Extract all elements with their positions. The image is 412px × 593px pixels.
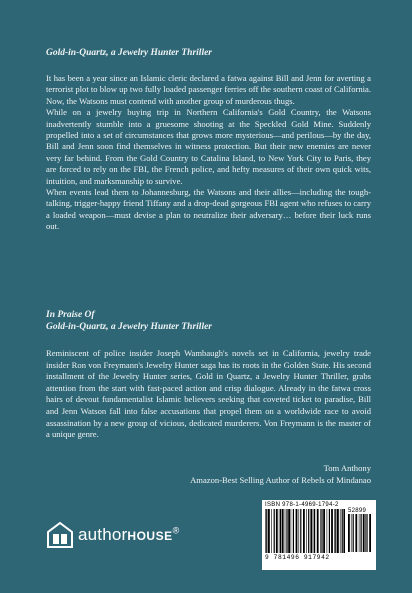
barcode-bars	[265, 509, 373, 553]
blurb-paragraph: It has been a year since an Islamic cleric declared a fatwa against Bill and Jenn for averting a terrorist plot to blow up two fully loaded passenger ferries off the southern coast of California. Now, the Watsons must contend with another group of murderous thugs.	[46, 73, 371, 106]
barcode-bar	[293, 509, 294, 553]
barcode-bar	[351, 514, 352, 552]
barcode-bar	[361, 514, 362, 552]
praise-book-title: Gold-in-Quartz, a Jewelry Hunter Thriller	[46, 322, 212, 332]
barcode-bar	[308, 509, 309, 553]
house-book-icon	[46, 521, 74, 549]
ean-digits: 9 781496 917942	[265, 554, 330, 561]
barcode-bar	[337, 509, 339, 553]
price-code: 52899	[348, 508, 367, 514]
barcode-bar	[296, 509, 298, 553]
barcode-bar	[300, 509, 301, 553]
barcode-bar	[323, 509, 325, 553]
barcode-bar	[265, 509, 266, 553]
book-title: Gold-in-Quartz, a Jewelry Hunter Thriller	[46, 48, 212, 58]
barcode-bar	[303, 509, 305, 553]
barcode-bar	[335, 509, 336, 553]
barcode-bar	[280, 509, 281, 553]
praise-label: In Praise Of	[46, 310, 95, 320]
publisher-name-prefix: author	[78, 525, 128, 544]
barcode-bar	[317, 509, 319, 553]
barcode-bar	[363, 514, 365, 552]
isbn-barcode	[262, 500, 376, 570]
review-text: Reminiscent of police insider Joseph Wambaugh's novels set in California, jewelry trade insider Ron von Freymann's Jewelry Hunter saga has its roots in the Golden State. His second installment of the Jewelry Hunter series, Gold in Quartz, a Jewelry Hunter Thriller, grabs attention from the start with fast-paced action and crisp dialogue. Already in the fatwa cross hairs of devout fundamentalist Islamic believers seeking that coveted ticket to paradise, Bill and Jenn Watson fall into false accusations that propel them on a worldwide race to avoid assassination by a new group of vicious, dedicated murderers. Von Freymann is the master of a unique genre.	[46, 348, 371, 440]
barcode-bar	[279, 509, 280, 553]
publisher-name	[78, 525, 179, 545]
barcode-bar	[291, 509, 292, 553]
barcode-bar	[282, 509, 284, 553]
barcode-bar	[342, 509, 343, 553]
barcode-bar	[310, 509, 312, 553]
blurb-paragraph: While on a jewelry buying trip in Northern California's Gold Country, the Watsons inadvertently stumble into a gruesome shooting at the Speckled Gold Mine. Suddenly propelled into a set of circumstances that grows more mysterious—and perilous—by the day, Bill and Jenn soon find themselves in witness protection. But their new enemies are never very far behind. From the Gold Country to Catalina Island, to New York City to Paris, they are forced to rely on the FBI, the French police, and hefty measures of their own quick wits, intuition, and marksmanship to survive.	[46, 107, 371, 186]
barcode-bar	[285, 509, 286, 553]
barcode-bar	[331, 509, 333, 553]
ean-barcode	[265, 509, 345, 553]
barcode-bar	[366, 514, 367, 552]
publisher-name-suffix: HOUSE	[127, 529, 173, 543]
barcode-bar	[313, 509, 314, 553]
barcode-bar	[276, 509, 278, 553]
barcode-bar	[266, 509, 267, 553]
barcode-bar	[353, 514, 354, 552]
barcode-bar	[327, 509, 328, 553]
publisher-logo	[46, 521, 179, 549]
barcode-bar	[268, 509, 270, 553]
barcode-bar	[306, 509, 307, 553]
barcode-bar	[334, 509, 335, 553]
barcode-bar	[329, 509, 330, 553]
barcode-bar	[321, 509, 322, 553]
barcode-bar	[359, 514, 360, 552]
reviewer-name: Tom Anthony	[323, 463, 371, 473]
barcode-bar	[320, 509, 321, 553]
price-barcode	[348, 514, 372, 552]
barcode-bar	[314, 509, 315, 553]
barcode-bar	[343, 509, 345, 553]
reviewer-credit: Amazon-Best Selling Author of Rebels of Mindanao	[190, 474, 371, 485]
registered-mark: ®	[172, 525, 180, 536]
barcode-bar	[288, 509, 290, 553]
barcode-bar	[355, 514, 357, 552]
book-blurb	[46, 73, 371, 233]
barcode-bar	[365, 514, 366, 552]
barcode-bar	[369, 514, 371, 552]
barcode-bar	[348, 514, 350, 552]
review-quote	[46, 348, 371, 441]
barcode-bar	[340, 509, 341, 553]
barcode-bar	[271, 509, 272, 553]
review-attribution	[46, 463, 371, 486]
blurb-paragraph: When events lead them to Johannesburg, the Watsons and their allies—including the tough-talking, trigger-happy friend Tiffany and a drop-dead gorgeous FBI agent who refuses to carry a loaded weapon—must devise a plan to neutralize their adversary… before their luck runs out.	[46, 187, 371, 232]
barcode-bar	[274, 509, 275, 553]
isbn-label: ISBN 978-1-4969-1794-2	[265, 502, 339, 508]
barcode-bar	[299, 509, 300, 553]
barcode-bar	[286, 509, 287, 553]
praise-heading	[46, 309, 212, 333]
